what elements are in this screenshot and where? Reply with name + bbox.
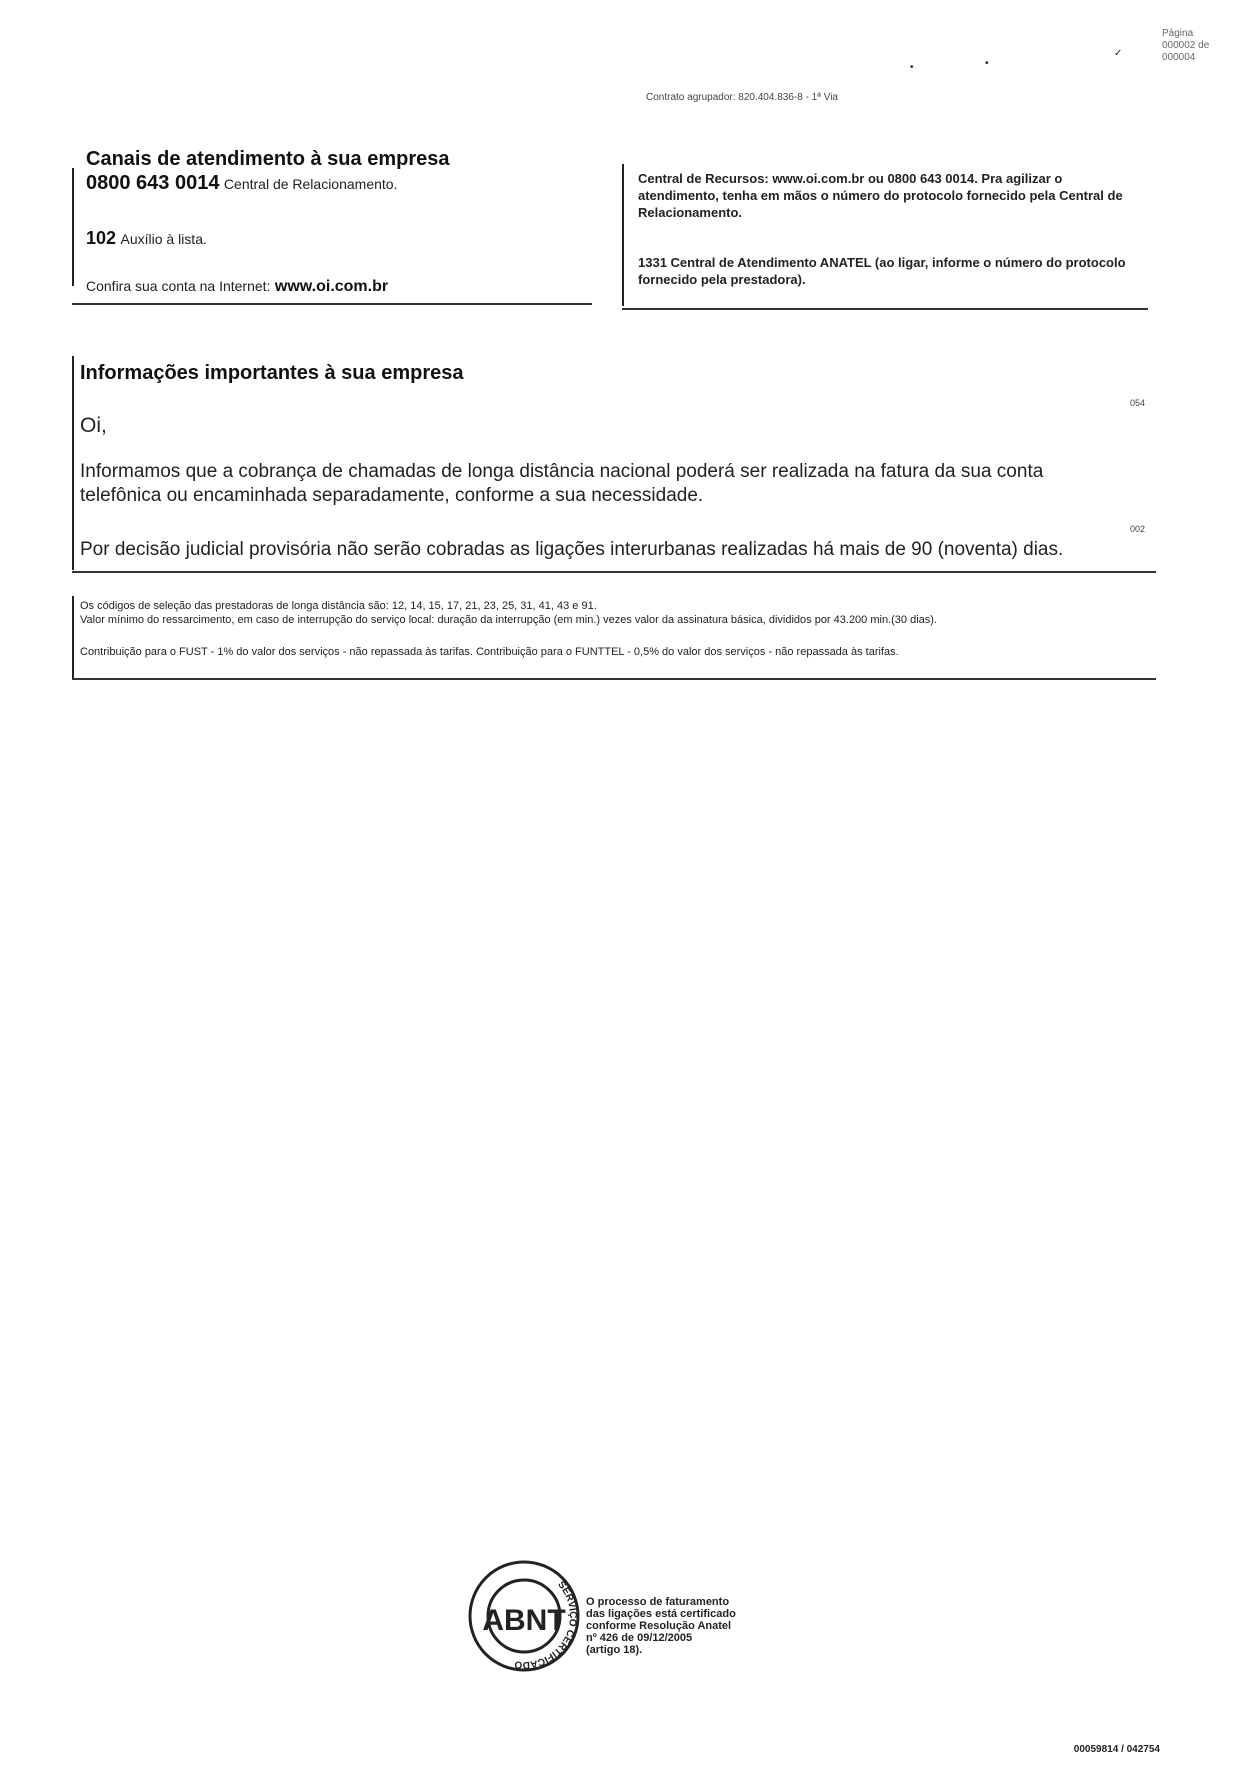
certification-line: nº 426 de 09/12/2005 <box>586 1632 693 1644</box>
internet-label: Confira sua conta na Internet: <box>86 278 271 294</box>
phone-number: 0800 643 0014 <box>86 172 220 194</box>
certification-text <box>586 1596 736 1656</box>
page-number <box>1162 28 1226 64</box>
phone-row-2 <box>86 228 207 249</box>
recourse-center-text: Central de Recursos: www.oi.com.br ou 0800 643 0014. Pra agilizar o atendimento, tenha em mãos o número do protocolo fornecido pela Central de Relacionamento. <box>638 171 1123 220</box>
footer-code: 00059814 / 042754 <box>1073 1744 1160 1755</box>
scan-mark: • <box>985 58 989 69</box>
seal-ring-text: SERVIÇO CERTIFICADO <box>513 1579 579 1671</box>
fine-print-line: Os códigos de seleção das prestadoras de longa distância são: 12, 14, 15, 17, 21, 23, 25, 31, 41, 43 e 91. <box>80 600 597 612</box>
phone-number: 102 <box>86 228 117 248</box>
certification-line: O processo de faturamento <box>586 1596 730 1608</box>
fine-print-box <box>72 596 1156 680</box>
message-code: 002 <box>1130 524 1146 534</box>
fine-print-line: Contribuição para o FUST - 1% do valor dos serviços - não repassada às tarifas. Contribuição para o FUNTTEL - 0,5% do valor dos serviços - não repassada às tarifas. <box>80 646 899 658</box>
greeting: Oi, <box>80 414 107 437</box>
info-title: Informações importantes à sua empresa <box>80 362 464 384</box>
scan-mark: ✓ <box>1114 48 1123 59</box>
certification-line: (artigo 18). <box>586 1644 643 1656</box>
info-paragraph-1: Informamos que a cobrança de chamadas de longa distância nacional poderá ser realizada na fatura da sua conta telefônica ou encaminhada separadamente, conforme a sua necessidade. <box>80 461 1044 506</box>
important-info-box <box>72 356 1156 576</box>
anatel-text: 1331 Central de Atendimento ANATEL (ao ligar, informe o número do protocolo fornecido pela prestadora). <box>638 255 1126 287</box>
message-code: 054 <box>1130 398 1146 408</box>
internet-row <box>86 278 388 296</box>
certification-line: conforme Resolução Anatel <box>586 1620 732 1632</box>
channels-title: Canais de atendimento à sua empresa <box>86 148 450 170</box>
scan-mark: • <box>910 62 914 73</box>
page-label: Página <box>1162 28 1194 39</box>
internet-link[interactable]: www.oi.com.br <box>274 278 389 295</box>
fine-print-line: Valor mínimo do ressarcimento, em caso de interrupção do serviço local: duração da interrupção (em min.) vezes valor da assinatura básica, divididos por 43.200 min.(30 dias). <box>80 614 937 626</box>
seal-center-text: ABNT <box>482 1604 566 1637</box>
contract-number: Contrato agrupador: 820.404.836-8 - 1ª Via <box>646 92 838 103</box>
phone-row-1 <box>86 172 397 195</box>
phone-label: Auxílio à lista. <box>120 231 207 247</box>
page-total: 000004 <box>1162 52 1196 63</box>
phone-label: Central de Relacionamento. <box>223 176 398 192</box>
channels-box <box>72 148 592 306</box>
abnt-seal-icon <box>464 1556 584 1676</box>
certification-line: das ligações está certificado <box>586 1608 736 1620</box>
info-paragraph-2: Por decisão judicial provisória não serão cobradas as ligações interurbanas realizadas há mais de 90 (noventa) dias. <box>80 539 1064 560</box>
page-current: 000002 de <box>1162 40 1210 51</box>
recourse-box <box>622 164 1148 310</box>
